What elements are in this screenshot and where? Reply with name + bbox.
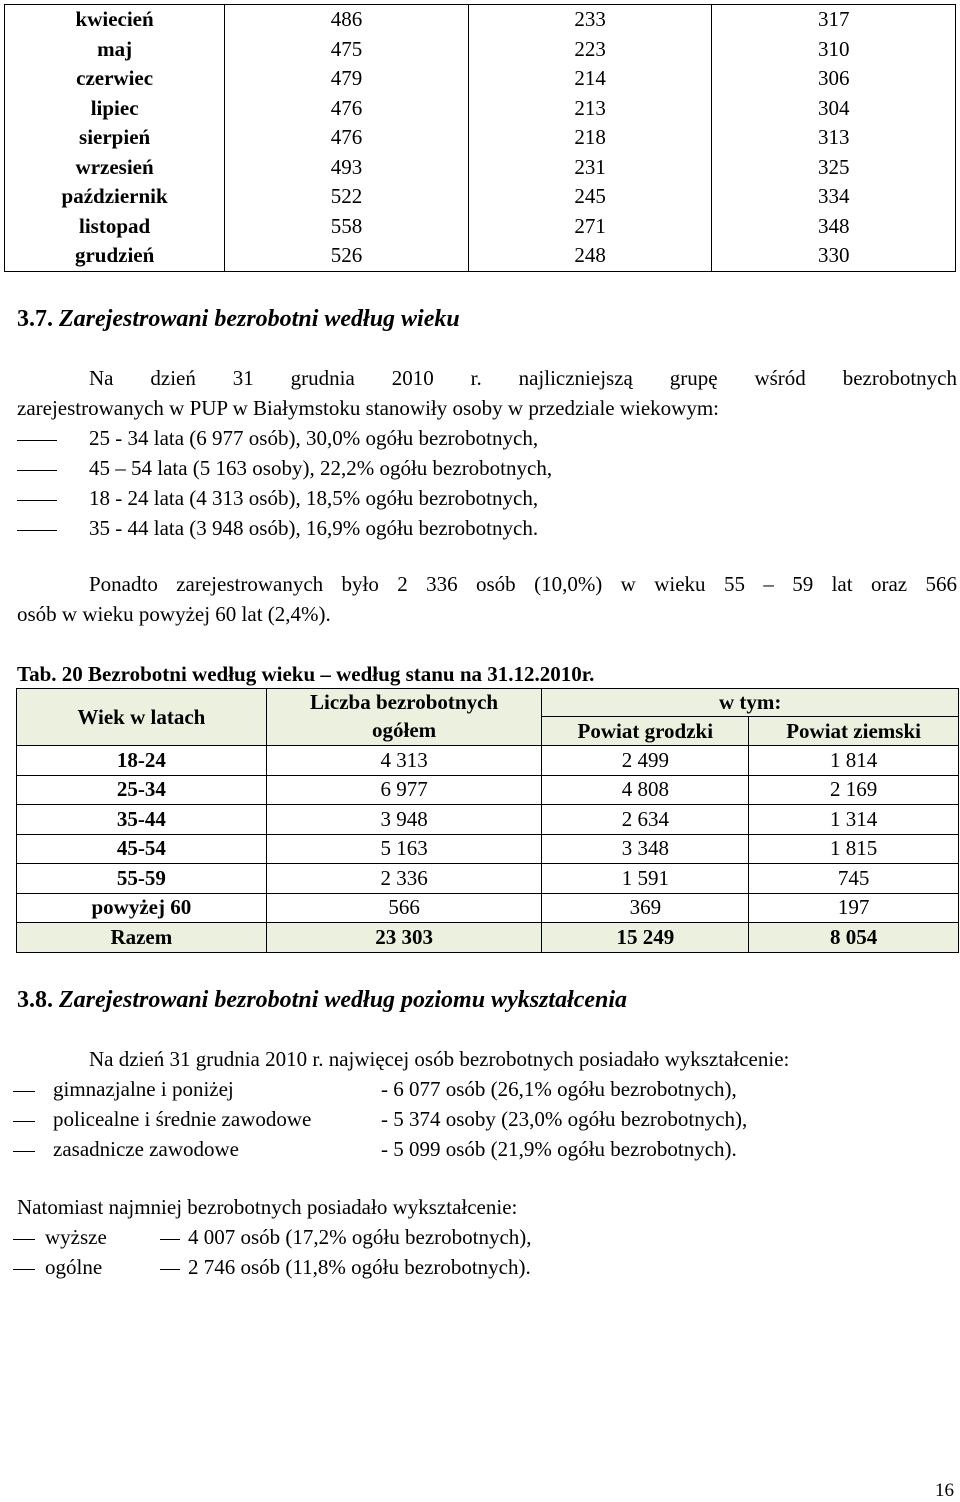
cell-value: 476 (225, 94, 469, 124)
paragraph-line: Natomiast najmniej bezrobotnych posiadało wykształcenie: (17, 1195, 518, 1219)
cell-age: powyżej 60 (17, 893, 267, 923)
cell-rural: 197 (749, 893, 959, 923)
cell-value: 223 (468, 35, 712, 65)
table-row (5, 35, 956, 65)
edu-value: - 6 077 osób (26,1% ogółu bezrobotnych), (381, 1077, 737, 1101)
cell-value: 493 (225, 153, 469, 183)
header-total-line1: Liczba bezrobotnych (266, 689, 542, 717)
bullet-dash (160, 1269, 180, 1270)
header-city: Powiat grodzki (542, 717, 749, 746)
cell-value: 304 (712, 94, 956, 124)
table-row (5, 153, 956, 183)
cell-age: 25-34 (17, 775, 267, 805)
cell-value: 330 (712, 241, 956, 271)
cell-month: listopad (5, 212, 225, 242)
cell-value: 214 (468, 64, 712, 94)
cell-total: 6 977 (266, 775, 542, 805)
edu-level: gimnazjalne i poniżej (53, 1077, 234, 1101)
cell-total: 2 336 (266, 864, 542, 894)
cell-value: 476 (225, 123, 469, 153)
table-row (17, 893, 959, 923)
bullet-dash (17, 500, 57, 501)
cell-rural: 745 (749, 864, 959, 894)
cell-rural: 8 054 (749, 923, 959, 953)
cell-value: 245 (468, 182, 712, 212)
table-row (5, 241, 956, 271)
cell-value: 522 (225, 182, 469, 212)
table-row-total (17, 923, 959, 953)
edu-level: wyższe (45, 1225, 107, 1249)
edu-value: - 5 099 osób (21,9% ogółu bezrobotnych). (381, 1137, 737, 1161)
bullet-dash (17, 470, 57, 471)
cell-value: 526 (225, 241, 469, 271)
cell-total: 23 303 (266, 923, 542, 953)
cell-city: 1 591 (542, 864, 749, 894)
table-row (17, 864, 959, 894)
table-row (17, 775, 959, 805)
cell-value: 213 (468, 94, 712, 124)
bullet-dash (13, 1091, 35, 1092)
edu-level: policealne i średnie zawodowe (53, 1107, 312, 1131)
cell-rural: 2 169 (749, 775, 959, 805)
table-row (5, 64, 956, 94)
cell-city: 4 808 (542, 775, 749, 805)
header-age: Wiek w latach (17, 689, 267, 746)
cell-city: 3 348 (542, 834, 749, 864)
cell-value: 271 (468, 212, 712, 242)
age-bullet: 45 – 54 lata (5 163 osoby), 22,2% ogółu bezrobotnych, (89, 456, 553, 480)
cell-month: sierpień (5, 123, 225, 153)
header-rural: Powiat ziemski (749, 717, 959, 746)
edu-value: 4 007 osób (17,2% ogółu bezrobotnych), (188, 1225, 532, 1249)
table-row (17, 746, 959, 776)
edu-level: ogólne (45, 1255, 103, 1279)
table-row (5, 94, 956, 124)
cell-month: maj (5, 35, 225, 65)
cell-age: 35-44 (17, 805, 267, 835)
page-number: 16 (935, 1480, 954, 1501)
bullet-dash (13, 1151, 35, 1152)
table-row (5, 123, 956, 153)
cell-value: 475 (225, 35, 469, 65)
edu-value: 2 746 osób (11,8% ogółu bezrobotnych). (188, 1255, 531, 1279)
cell-rural: 1 314 (749, 805, 959, 835)
cell-value: 306 (712, 64, 956, 94)
paragraph-line: Na dzień 31 grudnia 2010 r. najliczniejszą grupę wśród bezrobotnych (89, 366, 957, 390)
cell-value: 486 (225, 5, 469, 35)
table-row (5, 212, 956, 242)
edu-level: zasadnicze zawodowe (53, 1137, 239, 1161)
cell-month: lipiec (5, 94, 225, 124)
cell-age: 45-54 (17, 834, 267, 864)
cell-value: 348 (712, 212, 956, 242)
bullet-dash (13, 1121, 35, 1122)
bullet-dash (17, 440, 57, 441)
cell-value: 313 (712, 123, 956, 153)
paragraph-line: zarejestrowanych w PUP w Białymstoku stanowiły osoby w przedziale wiekowym: (17, 396, 720, 420)
paragraph-line: Ponadto zarejestrowanych było 2 336 osób (10,0%) w wieku 55 – 59 lat oraz 566 (89, 572, 957, 596)
table-row (5, 5, 956, 35)
cell-month: grudzień (5, 241, 225, 271)
bullet-dash (17, 530, 57, 531)
paragraph-line: osób w wieku powyżej 60 lat (2,4%). (17, 602, 331, 626)
cell-month: kwiecień (5, 5, 225, 35)
table-caption: Tab. 20 Bezrobotni według wieku – według stanu na 31.12.2010r. (17, 662, 595, 686)
cell-total: 566 (266, 893, 542, 923)
bullet-dash (13, 1269, 35, 1270)
cell-city: 2 634 (542, 805, 749, 835)
section-number: 3.8. (17, 987, 53, 1013)
cell-age: 55-59 (17, 864, 267, 894)
cell-month: październik (5, 182, 225, 212)
cell-month: wrzesień (5, 153, 225, 183)
cell-city: 15 249 (542, 923, 749, 953)
monthly-table (4, 4, 956, 272)
bullet-dash (13, 1239, 35, 1240)
table-row (5, 182, 956, 212)
cell-value: 334 (712, 182, 956, 212)
cell-value: 479 (225, 64, 469, 94)
cell-value: 218 (468, 123, 712, 153)
cell-rural: 1 815 (749, 834, 959, 864)
age-bullet: 25 - 34 lata (6 977 osób), 30,0% ogółu bezrobotnych, (89, 426, 539, 450)
bullet-dash (160, 1239, 180, 1240)
table-row (17, 805, 959, 835)
cell-total: 4 313 (266, 746, 542, 776)
age-table (16, 688, 959, 953)
cell-total: 3 948 (266, 805, 542, 835)
section-heading-3-8 (17, 987, 627, 1014)
cell-city: 369 (542, 893, 749, 923)
cell-value: 233 (468, 5, 712, 35)
cell-age: 18-24 (17, 746, 267, 776)
section-title: Zarejestrowani bezrobotni według poziomu wykształcenia (59, 987, 628, 1013)
cell-month: czerwiec (5, 64, 225, 94)
cell-value: 310 (712, 35, 956, 65)
section-title: Zarejestrowani bezrobotni według wieku (59, 306, 460, 332)
cell-total: 5 163 (266, 834, 542, 864)
cell-rural: 1 814 (749, 746, 959, 776)
cell-age: Razem (17, 923, 267, 953)
cell-value: 558 (225, 212, 469, 242)
cell-value: 248 (468, 241, 712, 271)
cell-city: 2 499 (542, 746, 749, 776)
paragraph-line: Na dzień 31 grudnia 2010 r. najwięcej osób bezrobotnych posiadało wykształcenie: (89, 1047, 790, 1071)
table-row (17, 834, 959, 864)
section-number: 3.7. (17, 306, 53, 332)
age-bullet: 35 - 44 lata (3 948 osób), 16,9% ogółu bezrobotnych. (89, 516, 539, 540)
cell-value: 325 (712, 153, 956, 183)
header-total-line2: ogółem (266, 717, 542, 746)
section-heading-3-7 (17, 306, 460, 333)
header-of-which: w tym: (542, 689, 959, 717)
cell-value: 231 (468, 153, 712, 183)
cell-value: 317 (712, 5, 956, 35)
edu-value: - 5 374 osoby (23,0% ogółu bezrobotnych), (381, 1107, 748, 1131)
age-bullet: 18 - 24 lata (4 313 osób), 18,5% ogółu bezrobotnych, (89, 486, 539, 510)
